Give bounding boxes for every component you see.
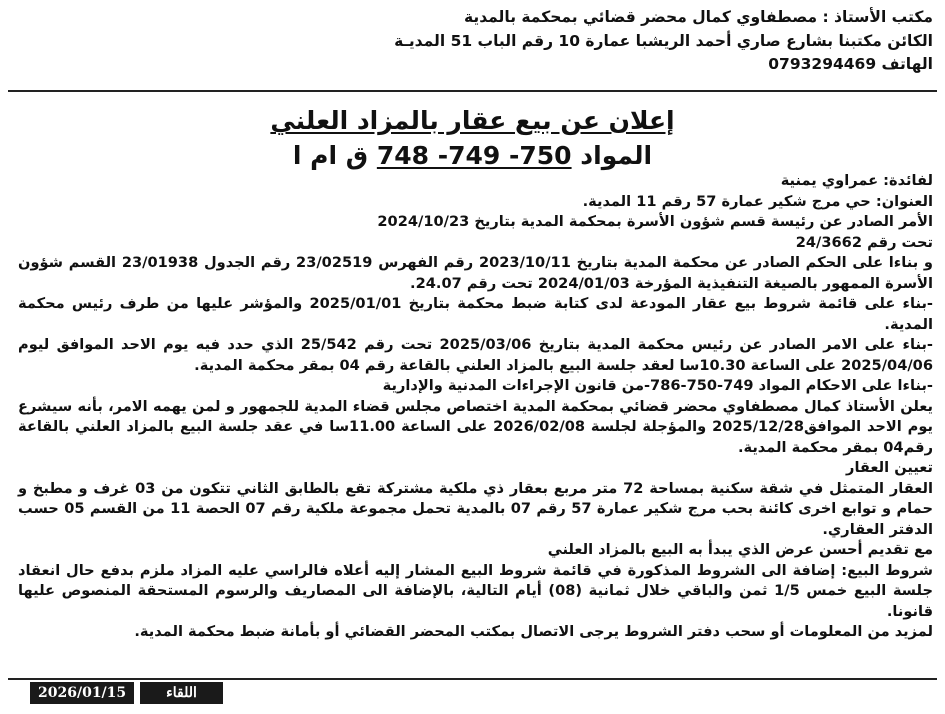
legal-articles: -بناءا على الاحكام المواد 749-750-786-من قانون الإجراءات المدنية والإدارية: [382, 377, 933, 394]
president-order: -بناء على الامر الصادر عن رئيس محكمة المدية بتاريخ 2025/03/06 تحت رقم 25/542 الذي حدد فيه يوم الاحد الموافق ليوم 2025/04/06 على الساعة 10.30سا لعقد جلسة البيع بالمزاد العلني بالقاعة رقم 04 بمقر محكمة المدية.: [18, 336, 933, 374]
articles-prefix: المواد: [580, 141, 653, 170]
conditions-list-reference: -بناء على قائمة شروط بيع عقار المودعة لدى كتابة ضبط محكمة بتاريخ 2025/01/01 والمؤشر عليها من طرف رئيس محكمة المدية.: [18, 295, 933, 333]
beneficiary: لفائدة: عمراوي يمنية: [780, 172, 933, 189]
judgment-reference: و بناءا على الحكم الصادر عن محكمة المدية بتاريخ 2023/10/11 رقم الفهرس 23/02519 رقم الجدول 23/01938 القسم شؤون الأسرة الممهور بالصيغة التنفيذية المؤرخة 2024/01/03 تحت رقم 24.07.: [18, 254, 933, 292]
top-divider: [8, 90, 937, 92]
articles-suffix: ق ام ا: [292, 141, 369, 170]
order-number: تحت رقم 24/3662: [795, 233, 933, 251]
property-description: العقار المتمثل في شقة سكنية بمساحة 72 متر مربع بعقار ذي ملكية مشتركة تقع بالطابق الثاني تتكون من 03 غرف و مطبخ و حمام و توابع اخرى كائنة بحب مرج شكير عمارة 57 رقم 07 بالمدية تحمل مجموعة ملكية رقم 07 الحصة 11 من القسم 05 حسب الدفتر العقاري.: [18, 479, 933, 538]
best-offer-note: مع تقديم أحسن عرض الذي يبدأ به البيع بالمزاد العلني: [547, 541, 933, 558]
publication-date: 2026/01/15: [30, 682, 134, 704]
bottom-divider: [8, 678, 937, 680]
contact-info: لمزيد من المعلومات أو سحب دفتر الشروط يرجى الاتصال بمكتب المحضر القضائي أو بأمانة ضبط محكمة المدية.: [134, 623, 933, 640]
articles-numbers: 748 -749 -750: [376, 141, 572, 170]
sale-conditions: شروط البيع: إضافة الى الشروط المذكورة في قائمة شروط البيع المشار إليه أعلاه فالراسي عليه المزاد ملزم بدفع حال انعقاد جلسة البيع خمس 1/5 ثمن والباقي خلال ثمانية (08) أيام التالية، بالإضافة الى المصاريف والرسوم المستحقة المنصوص عليها قانونا.: [18, 561, 933, 620]
property-heading: تعيين العقار: [846, 459, 933, 476]
announcement-articles: [0, 138, 945, 174]
office-name: مكتب الأستاذ : مصطفاوي كمال محضر قضائي بمحكمة بالمدية: [463, 8, 933, 26]
office-phone: الهاتف 0793294469: [768, 55, 933, 73]
notice-body: [18, 171, 933, 643]
announcement-title: إعلان عن بيع عقار بالمزاد العلني: [270, 106, 675, 135]
newspaper-name: اللقاء: [140, 682, 223, 704]
family-court-order: الأمر الصادر عن رئيسة قسم شؤون الأسرة بمحكمة المدية بتاريخ 2024/10/23: [377, 213, 933, 230]
auction-announcement: يعلن الأستاذ كمال مصطفاوي محضر قضائي بمحكمة المدية اختصاص مجلس قضاء المدية للجمهور و لمن يهمه الامر، بأنه سيشرع يوم الاحد الموافق2025/12/28 والمؤجلة لجلسة 2026/02/08 على الساعة 11.00سا في عقد جلسة البيع بالمزاد العلني بالقاعة رقم04 بمقر محكمة المدية.: [18, 397, 933, 456]
publication-footer: [30, 682, 223, 704]
beneficiary-address: العنوان: حي مرج شكير عمارة 57 رقم 11 المدية.: [582, 192, 933, 210]
office-address: الكائن مكتبنا بشارع صاري أحمد الريشبا عمارة 10 رقم الباب 51 المديـة: [394, 32, 933, 50]
